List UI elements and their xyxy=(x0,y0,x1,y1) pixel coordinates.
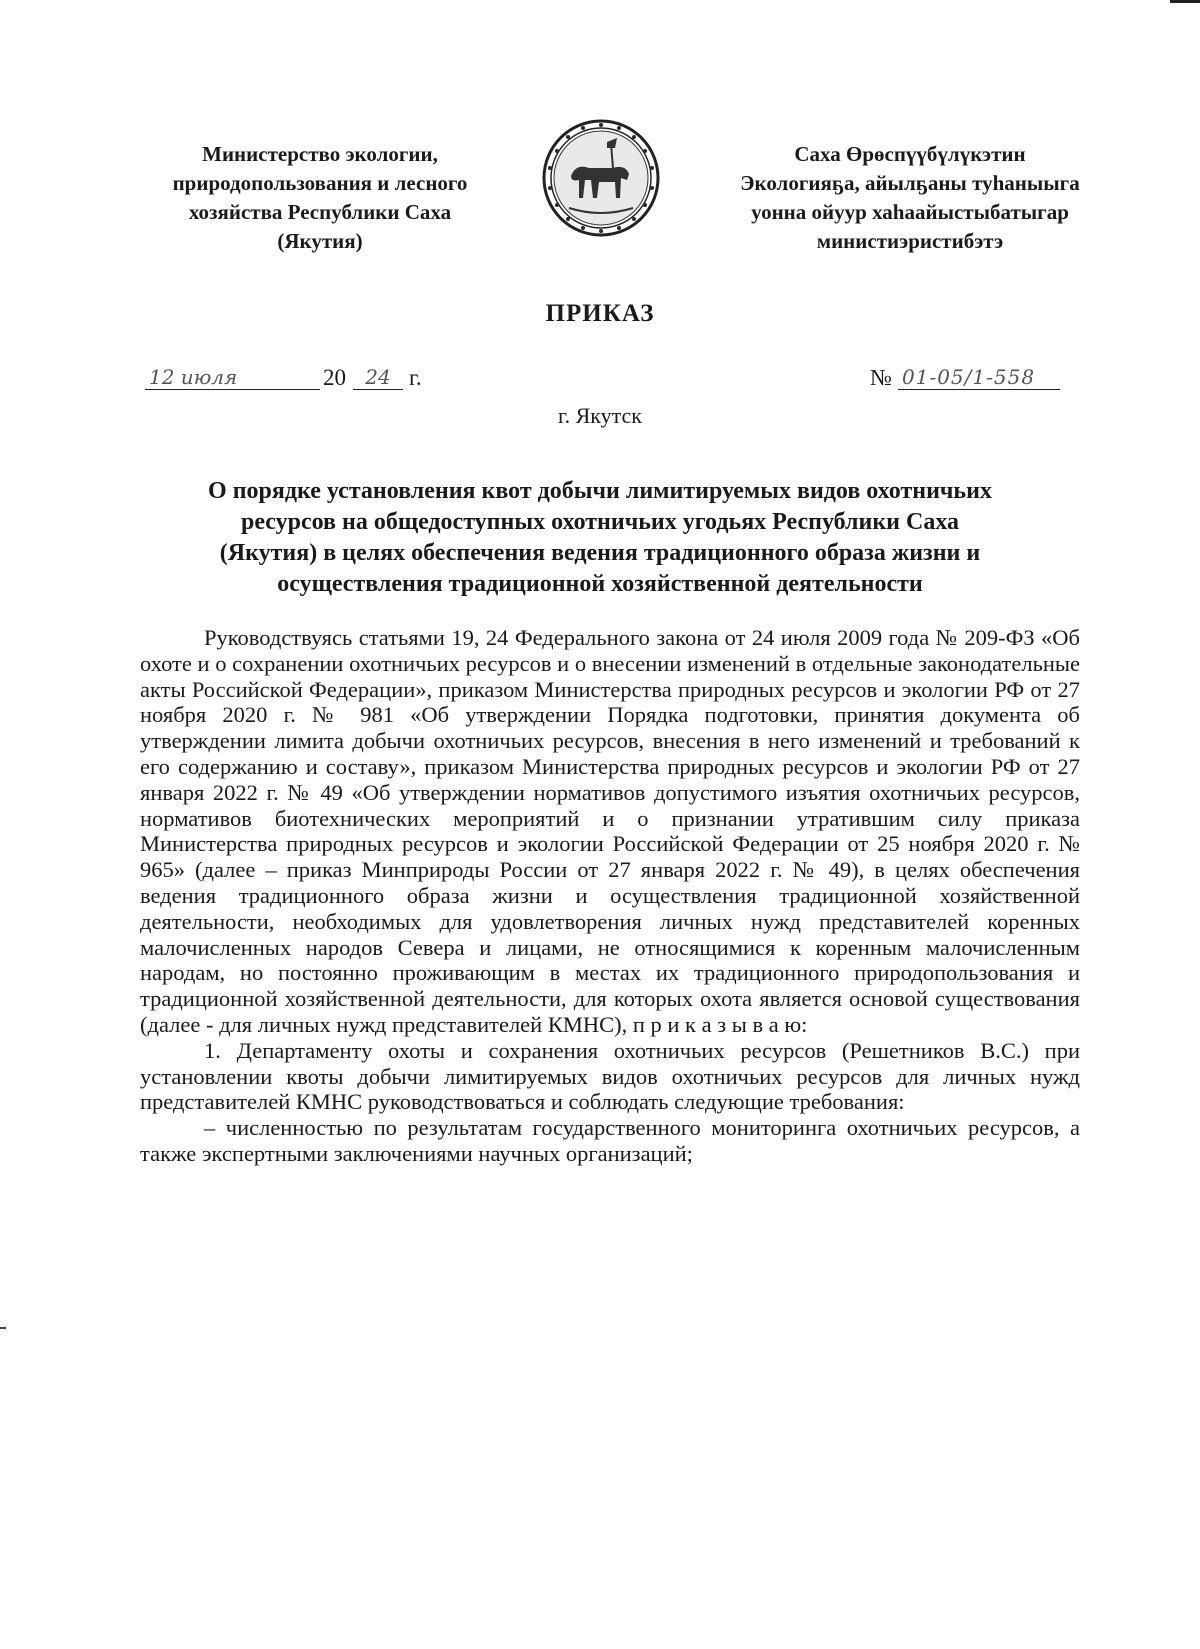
ministry-name-russian xyxy=(130,140,510,256)
preamble-paragraph xyxy=(140,625,1080,1038)
handwritten-order-number: 01-05/1-558 xyxy=(898,365,1060,390)
handwritten-date-day-month: 12 июля xyxy=(145,365,320,390)
coat-of-arms-icon xyxy=(541,118,661,238)
number-sign: № xyxy=(870,365,892,390)
ministry-name-line: Министерство экологии, xyxy=(202,142,438,166)
date-year-prefix: 20 xyxy=(323,365,346,390)
ministry-name-line: хозяйства Республики Саха xyxy=(188,200,452,224)
heading-line: О порядке установления квот добычи лимитируемых видов охотничьих xyxy=(208,478,992,504)
ministry-name-line: уонна ойуур хаһаайыстыбатыгар xyxy=(751,200,1069,224)
ministry-name-sakha xyxy=(700,140,1120,256)
preamble-text: Руководствуясь статьями 19, 24 Федерального закона от 24 июля 2009 года № 209-ФЗ «Об охоте и о сохранении охотничьих ресурсов и о внесении изменений в отдельные законодательные акты Российской Федерации», приказом Министерства природных ресурсов и экологии РФ от 27 ноября 2020 г. № 981 «Об утверждении Порядка подготовки, принятия документа об утверждении лимита добычи охотничьих ресурсов, внесения в него изменений и требований к его содержанию и составу», приказом Министерства природных ресурсов и экологии РФ от 27 января 2022 г. № 49 «Об утверждении нормативов допустимого изъятия охотничьих ресурсов, нормативов биотехнических мероприятий и о признании утратившим силу приказа Министерства природных ресурсов и экологии Российской Федерации от 25 ноября 2020 г. № 965» (далее – приказ Минприроды России от 27 января 2022 г. № 49), в целях обеспечения ведения традиционного образа жизни и осуществления традиционной хозяйственной деятельности, необходимых для удовлетворения личных нужд представителей коренных малочисленных народов Севера и лицами, не относящимися к коренным малочисленным народам, но постоянно проживающим в местах их традиционного природопользования и традиционной хозяйственной деятельности, для которых охота является основой существования (далее - для личных нужд представителей КМНС), xyxy=(140,625,1080,1037)
ministry-name-line: (Якутия) xyxy=(277,229,363,253)
ministry-name-line: Экологияҕа, айылҕаны туһаныыга xyxy=(740,171,1080,195)
order-date xyxy=(145,365,465,399)
scan-edge-mark xyxy=(0,1327,6,1329)
document-type-title: ПРИКАЗ xyxy=(545,300,655,327)
order-directive-word: п р и к а з ы в а ю: xyxy=(632,1011,808,1037)
order-body xyxy=(140,625,1080,1167)
heading-line: ресурсов на общедоступных охотничьих угодьях Республики Саха xyxy=(241,509,959,535)
ministry-name-line: природопользования и лесного xyxy=(172,171,468,195)
heading-line: осуществления традиционной хозяйственной деятельности xyxy=(277,571,923,597)
heading-line: (Якутия) в целях обеспечения ведения традиционного образа жизни и xyxy=(219,540,981,566)
scan-edge-mark xyxy=(1170,0,1200,3)
ministry-name-line: министиэристибэтэ xyxy=(816,229,1004,253)
item-1-dash-1: – численностью по результатам государственного мониторинга охотничьих ресурсов, а также экспертными заключениями научных организаций; xyxy=(140,1115,1080,1166)
date-year-abbrev: г. xyxy=(409,365,422,390)
handwritten-date-year: 24 xyxy=(353,365,403,390)
order-number xyxy=(870,365,1070,399)
issue-city: г. Якутск xyxy=(558,403,642,428)
order-heading xyxy=(120,476,1080,600)
item-1-paragraph: 1. Департаменту охоты и сохранения охотничьих ресурсов (Решетников В.С.) при установлении квоты добычи лимитируемых видов охотничьих ресурсов для личных нужд представителей КМНС руководствоваться и соблюдать следующие требования: xyxy=(140,1037,1080,1115)
ministry-name-line: Саха Өрөспүүбүлүкэтин xyxy=(794,142,1026,166)
